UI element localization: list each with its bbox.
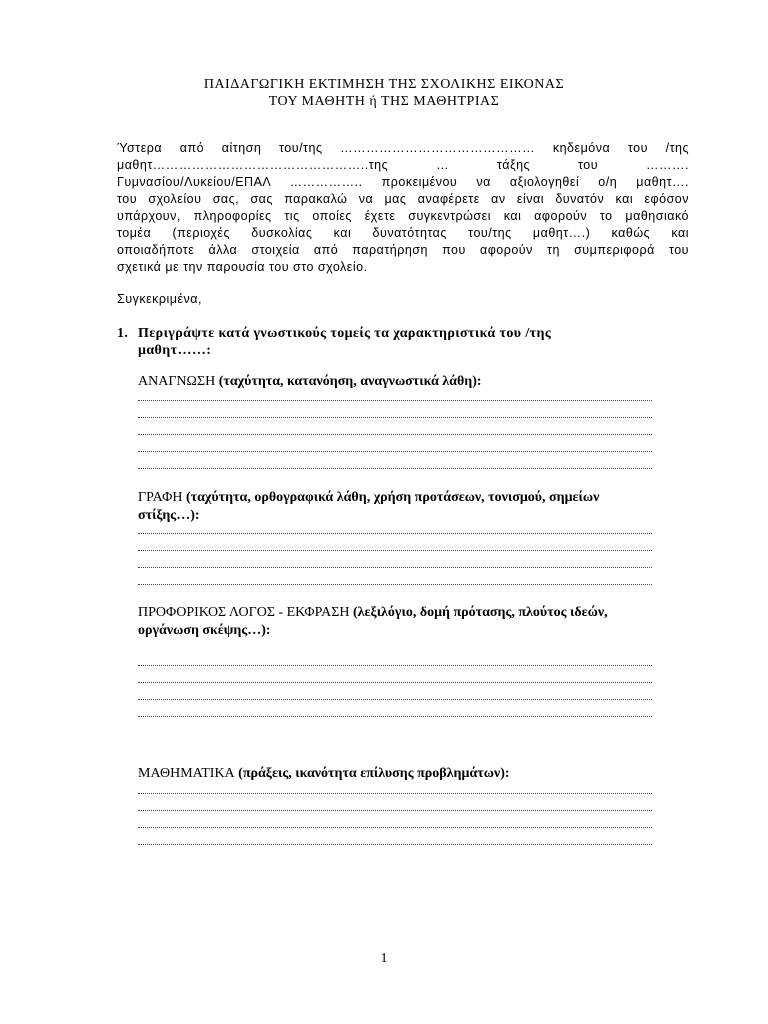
section-writing-detail-2: στίξης…): <box>138 508 200 523</box>
answer-line[interactable] <box>138 844 652 845</box>
section-reading-title: ΑΝΑΓΝΩΣΗ <box>138 374 216 389</box>
answer-line[interactable] <box>138 827 652 828</box>
section-reading-detail: (ταχύτητα, κατανόηση, αναγνωστικά λάθη): <box>215 374 482 389</box>
answer-line[interactable] <box>138 665 652 666</box>
intro-line-2: μαθητ…………………………………………..της … τάξης του ………. <box>117 158 689 172</box>
document-title-line-1: ΠΑΙΔΑΓΩΓΙΚΗ ΕΚΤΙΜΗΣΗ ΤΗΣ ΣΧΟΛΙΚΗΣ ΕΙΚΟΝΑΣ <box>203 77 565 92</box>
answer-line[interactable] <box>138 550 652 551</box>
intro-line-6: τομέα (περιοχές δυσκολίας και δυνατότητας του/της μαθητ….) καθώς και <box>117 226 689 240</box>
section-oral-detail-2: οργάνωση σκέψης…): <box>138 623 271 638</box>
question-1-number: 1. <box>117 326 129 341</box>
answer-line[interactable] <box>138 468 652 469</box>
answer-line[interactable] <box>138 567 652 568</box>
answer-line[interactable] <box>138 810 652 811</box>
section-writing-heading-cont <box>138 508 200 524</box>
intro-line-5: υπάρχουν, πληροφορίες τις οποίες έχετε συγκεντρώσει και αφορούν το μαθησιακό <box>117 209 689 223</box>
answer-line[interactable] <box>138 793 652 794</box>
answer-line[interactable] <box>138 584 652 585</box>
answer-line[interactable] <box>138 682 652 683</box>
specifically-label: Συγκεκριμένα, <box>117 292 202 306</box>
intro-line-4: του σχολείου σας, σας παρακαλώ να μας αναφέρετε αν είναι δυνατόν και εφόσον <box>117 192 689 206</box>
answer-line[interactable] <box>138 716 652 717</box>
answer-line[interactable] <box>138 451 652 452</box>
question-1-line-2: μαθητ……: <box>138 343 212 358</box>
section-writing-detail: (ταχύτητα, ορθογραφικά λάθη, χρήση προτάσεων, τονισμού, σημείων <box>182 490 600 505</box>
answer-line[interactable] <box>138 434 652 435</box>
section-math-heading <box>138 766 510 782</box>
answer-line[interactable] <box>138 400 652 401</box>
answer-line[interactable] <box>138 533 652 534</box>
section-oral-title: ΠΡΟΦΟΡΙΚΟΣ ΛΟΓΟΣ - ΕΚΦΡΑΣΗ <box>138 605 350 620</box>
intro-line-7: οποιαδήποτε άλλα στοιχεία από παρατήρηση που αφορούν τη συμπεριφορά του <box>117 243 689 257</box>
section-writing-heading <box>138 490 599 506</box>
intro-line-8: σχετικά με την παρουσία του στο σχολείο. <box>117 260 368 274</box>
intro-line-3: Γυμνασίου/Λυκείου/ΕΠΑΛ …………….. προκειμένου να αξιολογηθεί ο/η μαθητ…. <box>117 175 689 189</box>
section-math-detail: (πράξεις, ικανότητα επίλυσης προβλημάτων): <box>234 766 510 781</box>
answer-line[interactable] <box>138 417 652 418</box>
section-oral-heading-cont <box>138 623 271 639</box>
section-oral-detail: (λεξιλόγιο, δομή πρότασης, πλούτος ιδεών, <box>349 605 608 620</box>
section-oral-heading <box>138 605 608 621</box>
document-title-line-2: ΤΟΥ ΜΑΘΗΤΗ ή ΤΗΣ ΜΑΘΗΤΡΙΑΣ <box>268 94 500 109</box>
intro-line-1: Ύστερα από αίτηση του/της ……………………………………… κηδεμόνα του /της <box>117 141 689 155</box>
answer-line[interactable] <box>138 699 652 700</box>
section-writing-title: ΓΡΑΦΗ <box>138 490 183 505</box>
section-reading-heading <box>138 374 482 390</box>
page-number: 1 <box>380 951 388 966</box>
question-1-line-1: Περιγράψτε κατά γνωστικούς τομείς τα χαρακτηριστικά του /της <box>138 326 552 341</box>
section-math-title: ΜΑΘΗΜΑΤΙΚΑ <box>138 766 235 781</box>
